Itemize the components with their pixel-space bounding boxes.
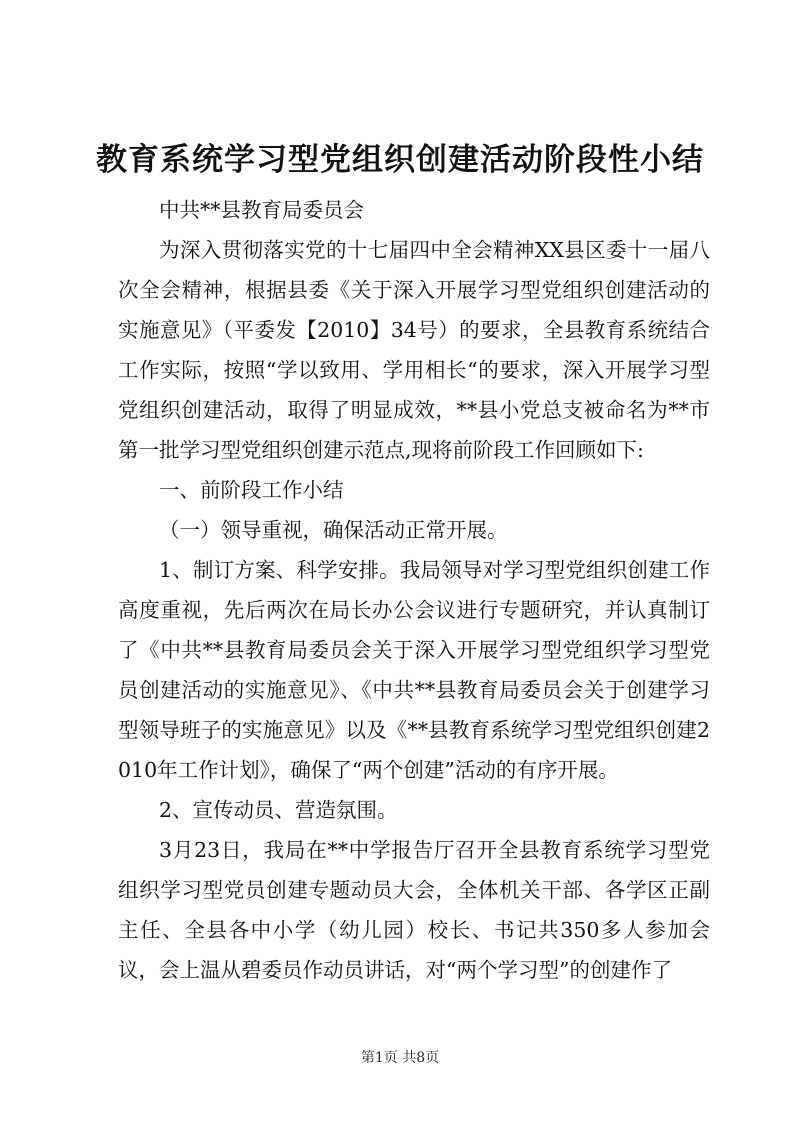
issuer-line: 中共**县教育局委员会 bbox=[159, 198, 364, 222]
page-number-footer: 第1页 共8页 bbox=[360, 1050, 440, 1066]
item-2-heading: 2、宣传动员、营造氛围。 bbox=[159, 798, 398, 822]
meeting-paragraph: 3月23日，我局在**中学报告厅召开全县教育系统学习型党组织学习型党员创建专题动员大会，全体机关干部、各学区正副主任、全县各中小学（幼儿园）校长、书记共350多人参加会议，会上温从碧委员作动员讲话，对“两个学习型”的创建作了 bbox=[118, 838, 710, 982]
intro-paragraph: 为深入贯彻落实党的十七届四中全会精神XX县区委十一届八次全会精神，根据县委《关于深入开展学习型党组织创建活动的实施意见》（平委发【2010】34号）的要求，全县教育系统结合工作实际，按照“学以致用、学用相长“的要求，深入开展学习型党组织创建活动，取得了明显成效，**县小党总支被命名为**市第一批学习型党组织创建示范点,现将前阶段工作回顾如下: bbox=[118, 238, 710, 462]
document-title: 教育系统学习型党组织创建活动阶段性小结 bbox=[96, 142, 704, 178]
section-heading: 一、前阶段工作小结 bbox=[159, 478, 344, 502]
document-body bbox=[118, 190, 710, 990]
subsection-heading: （一）领导重视，确保活动正常开展。 bbox=[159, 518, 508, 542]
item-1-paragraph: 1、制订方案、科学安排。我局领导对学习型党组织创建工作高度重视，先后两次在局长办公会议进行专题研究，并认真制订了《中共**县教育局委员会关于深入开展学习型党组织学习型党员创建活动的实施意见》、《中共**县教育局委员会关于创建学习型领导班子的实施意见》以及《**县教育系统学习型党组织创建2010年工作计划》，确保了“两个创建”活动的有序开展。 bbox=[118, 558, 710, 782]
